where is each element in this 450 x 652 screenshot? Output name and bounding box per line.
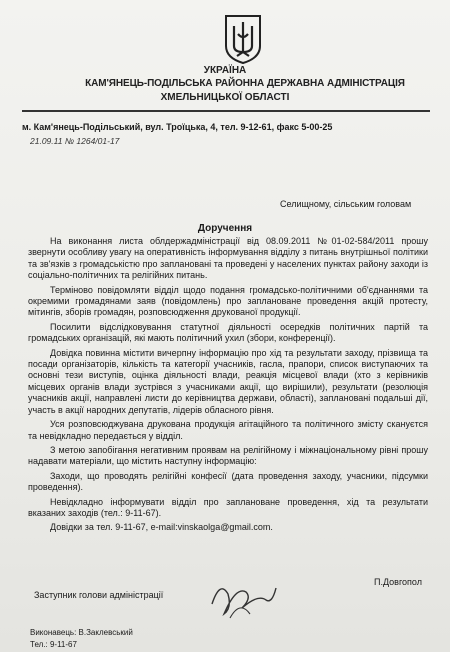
organization-name: КАМ'ЯНЕЦЬ-ПОДІЛЬСЬКА РАЙОННА ДЕРЖАВНА АДМІНІСТРАЦІЯ [85, 78, 405, 89]
header-divider [22, 110, 430, 112]
executor-phone: Тел.: 9-11-67 [30, 640, 77, 649]
organization-address: м. Кам'янець-Подільський, вул. Троїцька, 4, тел. 9-12-61, факс 5-00-25 [22, 122, 333, 132]
document-body [28, 236, 428, 537]
organization-region: ХМЕЛЬНИЦЬКОЇ ОБЛАСТІ [160, 92, 290, 103]
country-name: УКРАЇНА [203, 65, 247, 76]
paragraph: Посилити відслідковування статутної діяльності осередків політичних партій та громадських організацій, які мають політичний ухил (збори, конференції). [28, 321, 428, 344]
signatory-name: П.Довгопол [374, 577, 422, 587]
paragraph: Заходи, що проводять релігійні конфесії (дата проведення заходу, учасники, підсумки проведення). [28, 470, 428, 493]
paragraph: Уся розповсюджувана друкована продукція агітаційного та політичного змісту скануєтся та невідкладно передається у відділ. [28, 419, 428, 441]
paragraph: На виконання листа облдержадміністрації від 08.09.2011 №01-02-584/2011 прошу звернути особливу увагу на оперативність інформування відділу з питань внутрішньої політики та зв'язків з громадськістю про заплановані та проведені у населених пунктах району заходи із соціально-політичних та релігійних питань. [28, 236, 428, 281]
paragraph: Невідкладно інформувати відділ про заплановане проведення, хід та результати вказаних заходів (тел.: 9-11-67). [28, 496, 428, 518]
paragraph: З метою запобігання негативним проявам на релігійному і міжнаціональному рівні прошу надавати матеріали, що містить наступну інформацію: [28, 444, 428, 467]
paragraph: Терміново повідомляти відділ щодо подання громадсько-політичними об'єднаннями та окремими громадянами заяв (повідомлень) про заплановане проведення акцій протесту, мітингів, зборів громадян, розповсюдження друкованої продукції. [28, 284, 428, 318]
signatory-position: Заступник голови адміністрації [34, 590, 164, 600]
coat-of-arms-icon [224, 14, 262, 64]
paragraph: Довідки за тел. 9-11-67, e-mail:vinskaolga@gmail.com. [50, 522, 273, 533]
document-title: Доручення [197, 223, 253, 234]
paragraph: Довідка повинна містити вичерпну інформацію про хід та результати заходу, прізвища та посади організаторів, кількість та категорії учасників, гасла, прапори, список виступаючих та основні тези виступів, оцінка діяльності влади, реакція місцевої влади (хто з керівників місцевих органів влади зустрівся з учасниками акції, що вирішили), результати (резолюція учасників акції, направлені листи до керівництва держави, області), заплановані подальші дії, участь в акції народних депутатів, лідерів обласного рівня. [28, 347, 428, 415]
executor-name: Виконавець: В.Заклевський [30, 628, 133, 637]
registration-number: 21.09.11 № 1264/01-17 [30, 136, 120, 146]
handwritten-signature-icon [206, 574, 280, 622]
executor-info [30, 627, 133, 651]
recipient: Селищному, сільським головам [280, 199, 412, 209]
